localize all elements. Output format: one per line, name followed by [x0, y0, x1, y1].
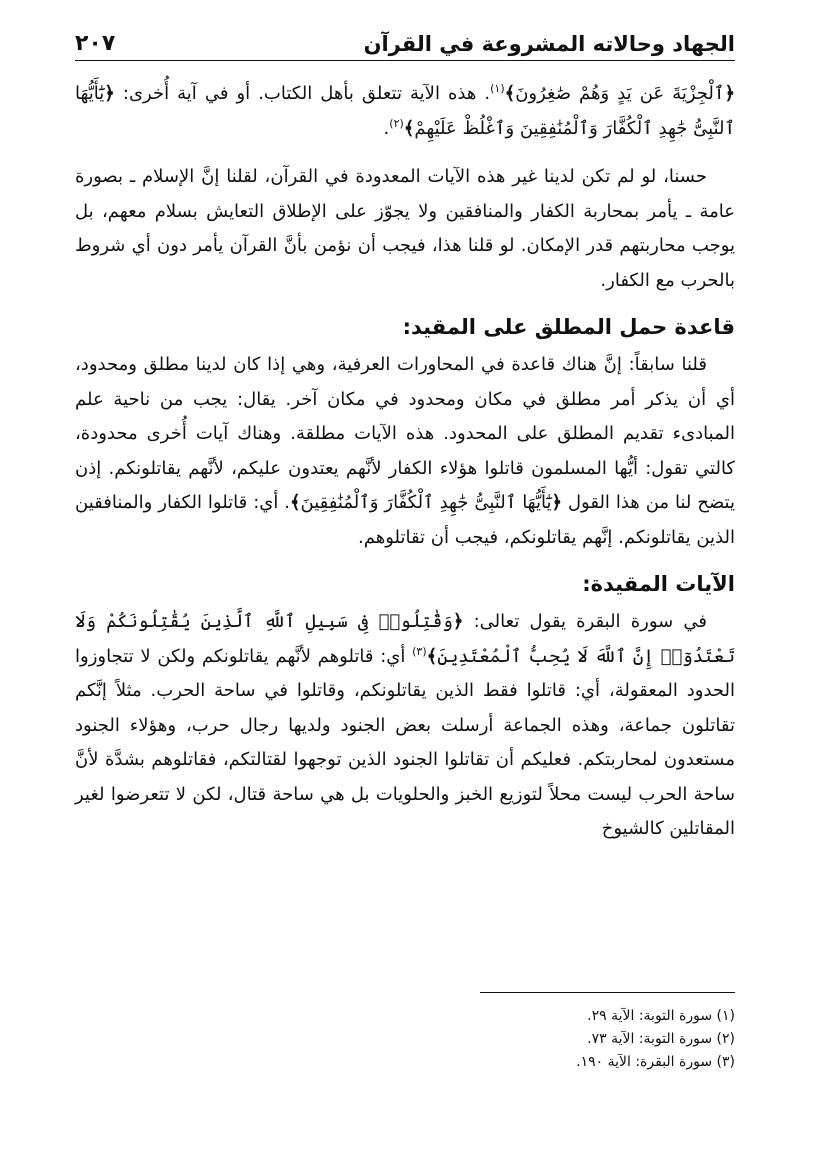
footnote-ref: (١) — [490, 82, 505, 95]
quran-close-bracket: ﴾ — [290, 492, 301, 513]
page — [75, 22, 735, 1122]
quran-verse: وَقَٰتِلُوا۟ فِى سَبِيلِ ٱللَّهِ ٱلَّذِينَ يُقَٰتِلُونَكُمْ وَلَا تَعْتَدُوٓا۟ إِنَّ ٱللَّهَ لَا يُحِبُّ ٱلْمُعْتَدِينَ — [75, 611, 735, 667]
quran-close-bracket: ﴾ — [504, 83, 516, 104]
footnote-1: (١) سورة التوبة: الآية ٢٩. — [587, 1008, 735, 1024]
paragraph-text: قلنا سابقاً: إنَّ هناك قاعدة في المحاورات العرفية، وهي إذا كان لدينا مطلق ومحدود، أي أن يذكر أمر مطلق في مكان ومحدود في مكان آخر. يقال: يجب من ناحية علم المبادىء تقديم المطلق على المحدود. هذه الآيات مطلقة. وهناك آيات أُخرى محدودة، كالتي تقول: أيُّها المسلمون قاتلوا هؤلاء الكفار لأنَّهم يعتدون عليكم، لأنَّهم يقاتلونكم. إذن يتضح لنا من هذا القول — [75, 354, 735, 513]
paragraph-2: حسنا، لو لم تكن لدينا غير هذه الآيات المعدودة في القرآن، لقلنا إنَّ الإسلام ـ بصورة عامة ـ يأمر بمحاربة الكفار والمنافقين ولا يجوّز على الإطلاق التعايش بسلام معهم، بل يوجب محاربتهم قدر الإمكان. لو قلنا هذا، فيجب أن نؤمن بأنَّ القرآن يأمر دون أي شروط بالحرب مع الكفار. — [75, 166, 735, 291]
quran-verse: ٱلْجِزْيَةَ عَن يَدٍ وَهُمْ صَٰغِرُونَ — [515, 83, 725, 104]
footnote-3: (٣) سورة البقرة: الآية ١٩٠. — [576, 1054, 735, 1070]
page-number: ٢٠٧ — [75, 31, 116, 56]
footnote-2: (٢) سورة التوبة: الآية ٧٣. — [587, 1031, 735, 1047]
paragraph-4 — [75, 605, 735, 847]
paragraph-text: أي: قاتلوهم لأنَّهم يقاتلونكم ولكن لا تتجاوزوا الحدود المعقولة، أي: قاتلوا فقط الذين يقاتلونكم، وقاتلوا في ساحة الحرب. مثلاً إنَّكم تقاتلون جماعة، وهذه الجماعة أرسلت بعض الجنود ولديها رجال حرب، وهؤلاء الجنود مستعدون لمحاربتكم. فعليكم أن تقاتلوا الجنود الذين توجهوا لقتالتكم، فقاتلوهم بشدَّة لأنَّ ساحة الحرب ليست محلاً لتوزيع الخبز والحلويات بل هي ساحة قتال، لكن لا تتعرضوا لغير المقاتلين كالشيوخ — [75, 645, 735, 839]
quran-open-bracket: ﴿ — [551, 492, 563, 513]
paragraph-end: . — [383, 117, 390, 139]
section-heading-1: قاعدة حمل المطلق على المقيد: — [402, 315, 735, 339]
quran-open-bracket: ﴿ — [452, 611, 464, 632]
paragraph-3 — [75, 348, 735, 555]
footnote-ref: (٣) — [412, 644, 427, 658]
paragraph-text: . هذه الآية تتعلق بأهل الكتاب. أو في آية أُخرى: — [114, 83, 491, 104]
running-header — [75, 22, 735, 61]
footnote-divider — [480, 992, 735, 993]
paragraph-text: . أي: قاتلوا الكفار والمنافقين الذين يقاتلونكم. إنَّهم يقاتلونكم، فيجب أن تقاتلوهم. — [75, 492, 735, 548]
quran-verse: يَٰٓأَيُّهَا ٱلنَّبِىُّ جَٰهِدِ ٱلْكُفَّارَ وَٱلْمُنَٰفِقِينَ — [300, 492, 552, 513]
footnotes — [75, 992, 735, 1074]
section-heading-2: الآيات المقيدة: — [582, 572, 735, 596]
header-title: الجهاد وحالاته المشروعة في القرآن — [363, 32, 735, 56]
footnote-ref: (٢) — [389, 116, 404, 130]
quran-close-bracket: ﴾ — [403, 117, 415, 139]
paragraph-1 — [75, 77, 735, 146]
quran-verse: يَٰٓأَيُّهَا ٱلنَّبِىُّ جَٰهِدِ ٱلْكُفَّارَ وَٱلْمُنَٰفِقِينَ وَٱغْلُظْ عَلَيْهِمْ — [75, 83, 735, 139]
quran-close-bracket: ﴾ — [426, 645, 438, 667]
quran-open-bracket: ﴿ — [724, 83, 735, 104]
quran-open-bracket: ﴿ — [104, 83, 115, 104]
body-text — [75, 77, 735, 847]
paragraph-text: في سورة البقرة يقول تعالى: — [463, 611, 707, 632]
